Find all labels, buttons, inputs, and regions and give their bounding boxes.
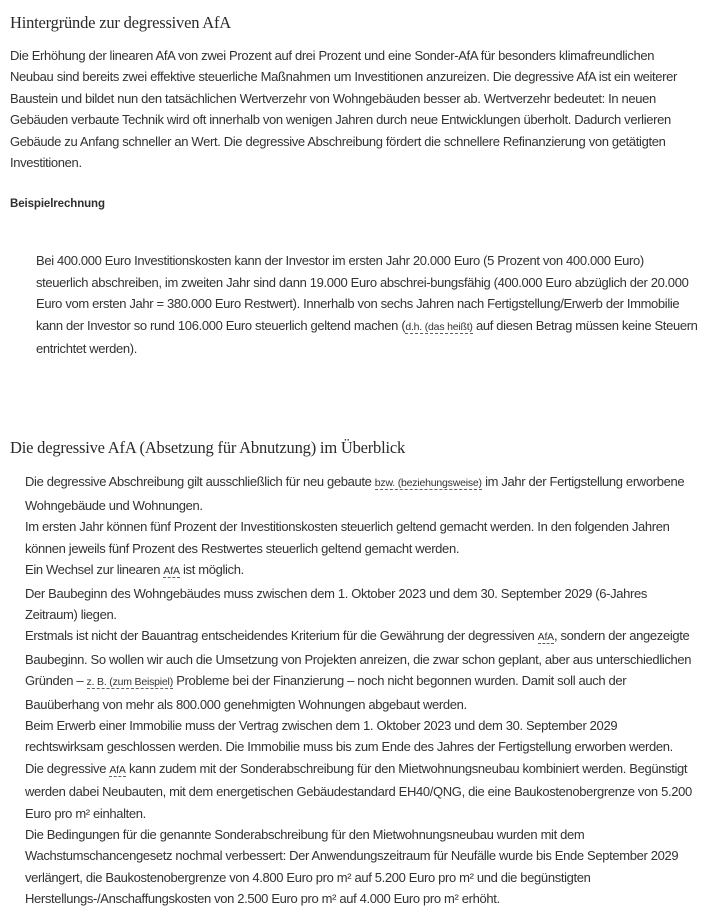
text-run: Der Baubeginn des Wohngebäudes muss zwischen dem 1. Oktober 2023 und dem 30. September 2029 (6-Jahres Zeitraum) liegen.	[25, 585, 648, 622]
overview-item	[25, 583, 698, 626]
overview-item	[25, 559, 698, 582]
overview-item	[25, 715, 698, 758]
example-calculation-quote	[36, 250, 698, 359]
overview-item	[25, 824, 698, 910]
section-title-backgrounds: Hintergründe zur degressiven AfA	[10, 13, 232, 32]
text-run: Erstmals ist nicht der Bauantrag entscheidendes Kriterium für die Gewährung der degressiven	[25, 628, 538, 644]
overview-item	[25, 758, 698, 824]
overview-list	[10, 471, 698, 909]
overview-item	[25, 516, 698, 559]
text-run: Beim Erwerb einer Immobilie muss der Vertrag zwischen dem 1. Oktober 2023 und dem 30. September 2029 rechtswirksam geschlossen werden. Die Immobilie muss bis zum Ende des Jahres der Fertigstellung erworben werden.	[25, 717, 673, 755]
overview-item	[25, 471, 698, 516]
text-run: Im ersten Jahr können fünf Prozent der Investitionskosten steuerlich geltend gemacht werden. In den folgenden Jahren können jeweils fünf Prozent des Restwertes steuerlich geltend gemacht werden.	[25, 519, 670, 556]
text-run: Die degressive Abschreibung gilt ausschließlich für neu gebaute	[25, 474, 375, 490]
section-title-overview: Die degressive AfA (Absetzung für Abnutzung) im Überblick	[10, 438, 406, 458]
abbreviation: AfA	[109, 763, 126, 776]
text-run: Ein Wechsel zur linearen	[25, 562, 164, 578]
text-run: ist möglich.	[179, 562, 244, 578]
text-run: kann zudem mit der Sonderabschreibung für den Mietwohnungsneubau kombiniert werden. Begünstigt werden dabei Neubauten, mit dem energetischen Gebäudestandard EH40/QNG, die eine Baukostenobergrenze von 5.200 Euro pro m² einhalten.	[25, 760, 692, 821]
text-run: Die Bedingungen für die genannte Sonderabschreibung für den Mietwohnungsneubau wurden mit dem Wachstumschancengesetz nochmal verbessert: Der Anwendungszeitraum für Neufälle wurde bis Ende September 2029 verlängert, die Baukostenobergrenze von 4.800 Euro pro m² auf 5.200 Euro pro m² und die begünstigten Herstellungs-/Anschaffungskosten von 2.500 Euro pro m² auf 4.000 Euro pro m² erhöht.	[25, 826, 679, 907]
abbreviation: d.h. (das heißt)	[405, 320, 473, 333]
text-run: Probleme bei der Finanzierung – noch nicht begonnen wurden. Damit soll auch der Bauüberhang von mehr als 800.000 genehmigten Wohnungen abgebaut werden.	[25, 673, 627, 712]
text-run: , sondern der angezeigte Baubeginn. So wollen wir auch die Umsetzung von Projekten anreizen, die zwar schon geplant, aber aus unterschiedlichen Gründen –	[25, 628, 692, 689]
text-run: Bei 400.000 Euro Investitionskosten kann der Investor im ersten Jahr 20.000 Euro (5 Prozent von 400.000 Euro) steuerlich abschreiben, im zweiten Jahr sind dann 19.000 Euro abschrei-bungsfähig (400.000 Euro abzüglich der 20.000 Euro vom ersten Jahr = 380.000 Euro Restwert). Innerhalb von sechs Jahren nach Fertigstellung/Erwerb der Immobilie kann der Investor so rund 106.000 Euro steuerlich geltend machen (	[36, 253, 689, 333]
abbreviation: AfA	[537, 631, 554, 644]
text-run: Die degressive	[25, 760, 110, 776]
text-run: im Jahr der Fertigstellung erworbene Wohngebäude und Wohnungen.	[25, 474, 685, 513]
abbreviation: AfA	[163, 565, 180, 578]
abbreviation: z. B. (zum Beispiel)	[86, 676, 173, 689]
text-run: auf diesen Betrag müssen keine Steuern entrichtet werden).	[36, 317, 698, 357]
example-box-label: Beispielrechnung	[10, 198, 105, 211]
abbreviation: bzw. (beziehungsweise)	[374, 477, 482, 490]
overview-item	[25, 625, 698, 715]
backgrounds-paragraph: Die Erhöhung der linearen AfA von zwei Prozent auf drei Prozent und eine Sonder-AfA für besonders klimafreundlichen Neubau sind bereits zwei effektive steuerliche Maßnahmen um Investitionen anzureizen. Die degressive AfA ist ein weiterer Baustein und bildet nun den tatsächlichen Wertverzehr von Wohngebäuden besser ab. Wertverzehr bedeutet: In neuen Gebäuden verbaute Technik wird oft innerhalb von wenigen Jahren durch neue Entwicklungen überholt. Dadurch verlieren Gebäude zu Anfang schneller an Wert. Die degressive Abschreibung fördert die schnellere Refinanzierung von getätigten Investitionen.	[10, 48, 678, 171]
